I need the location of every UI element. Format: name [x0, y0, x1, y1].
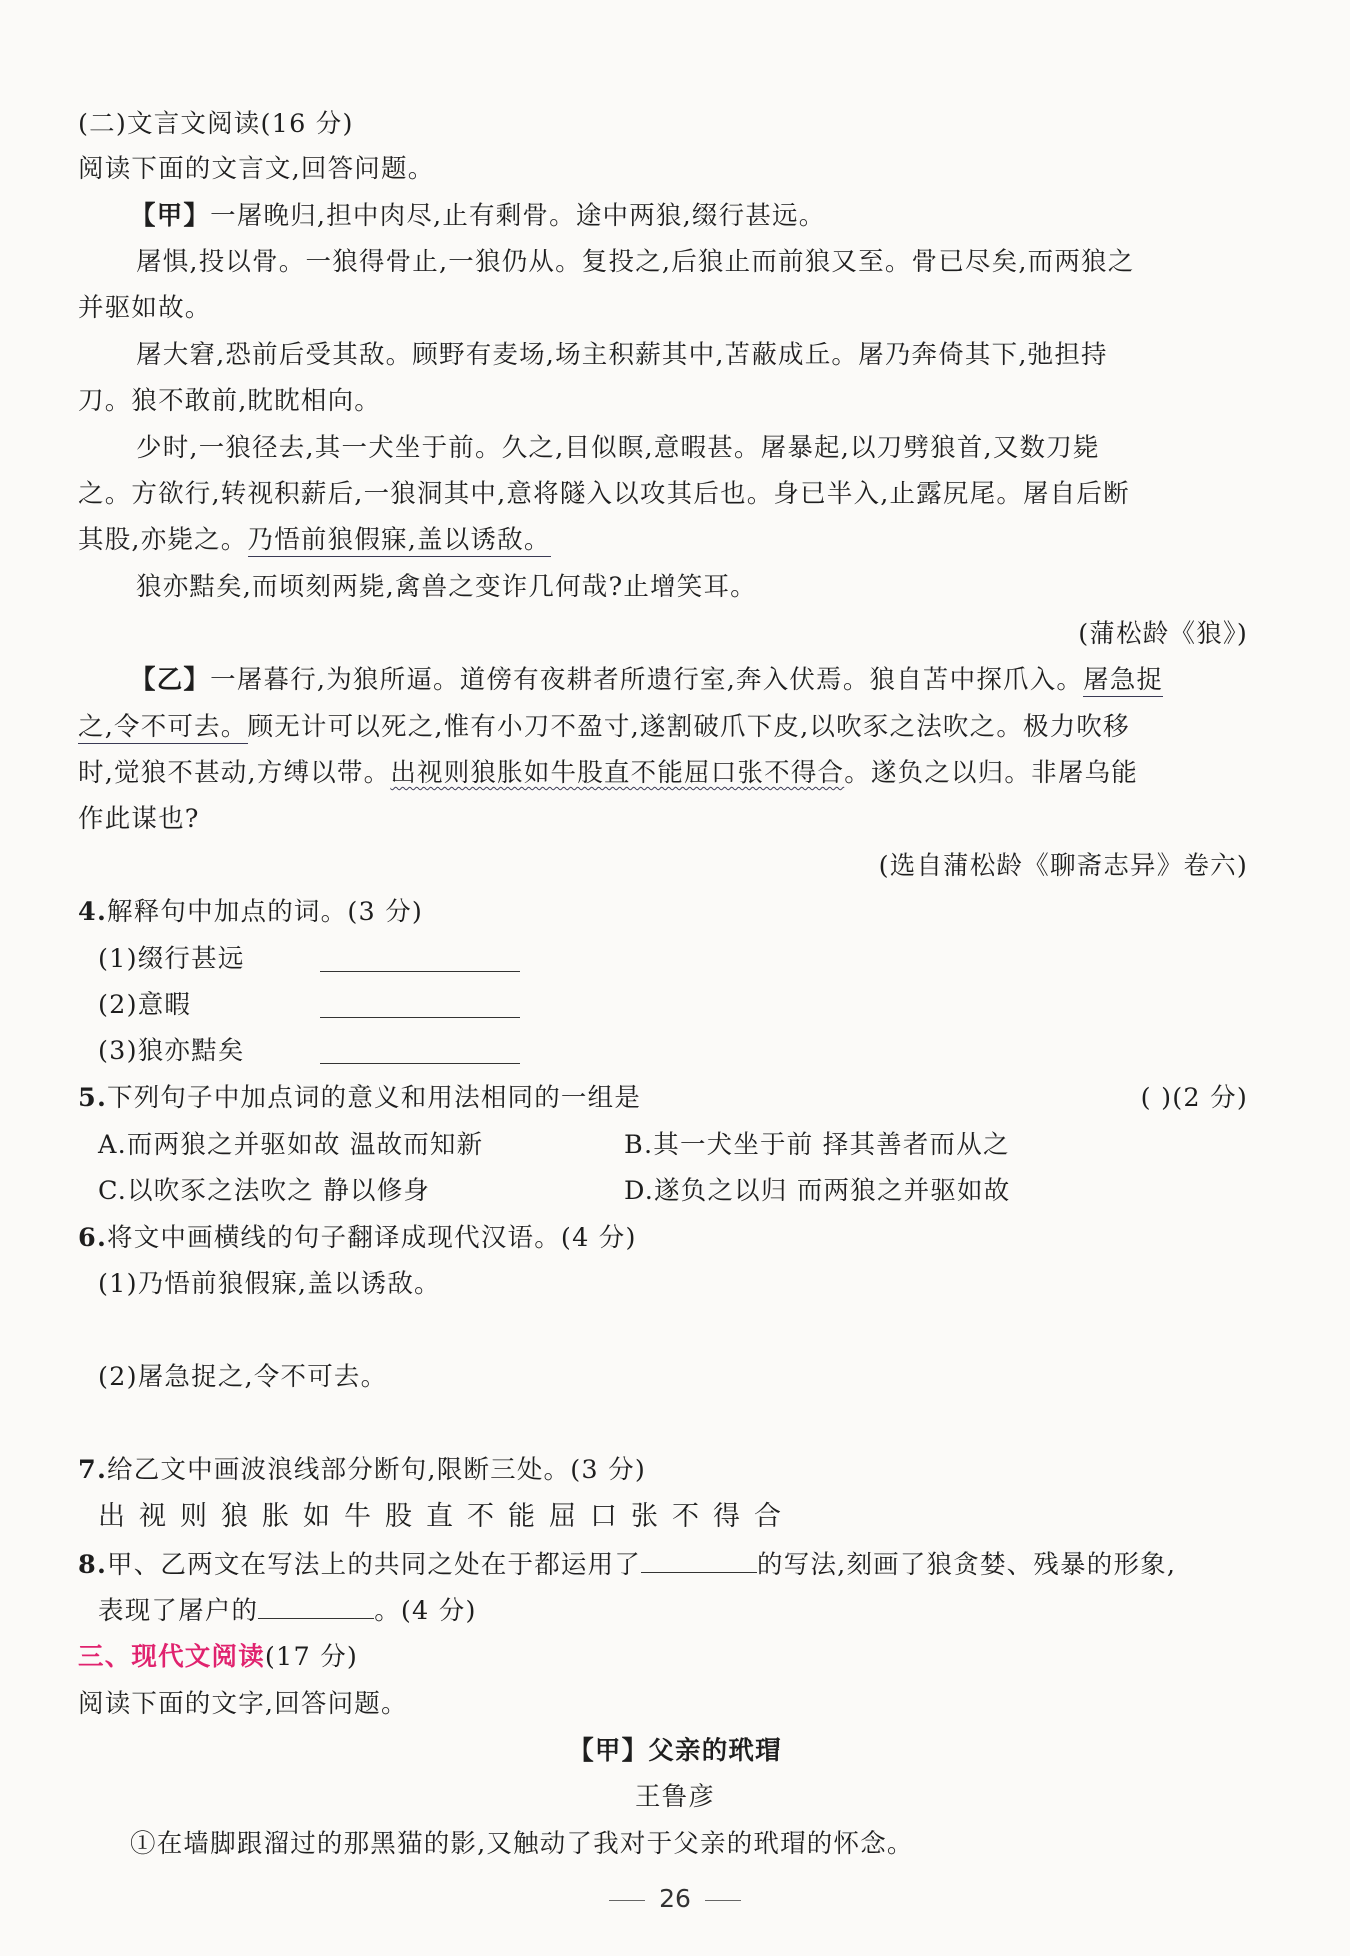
underlined-sentence-2b: 之,令不可去。 — [78, 712, 248, 742]
answer-blank[interactable] — [320, 1035, 520, 1064]
q7-sentence: 出视则狼胀如牛股直不能屈口张不得合 — [98, 1501, 795, 1532]
q6-sentence-1: (1)乃悟前狼假寐,盖以诱敌。 — [98, 1269, 441, 1299]
jia-paragraph-1 — [130, 196, 1242, 236]
q6-sentence-2: (2)屠急捉之,令不可去。 — [98, 1362, 388, 1392]
yi-tag: 【乙】 — [130, 665, 211, 695]
q8-text-c: 表现了屠户的 — [98, 1596, 259, 1626]
question-8-cont — [98, 1590, 1268, 1631]
jia-paragraph-4b: 之。方欲行,转视积薪后,一狼洞其中,意将隧入以攻其后也。身已半入,止露尻尾。屠自后断 — [78, 479, 1130, 509]
jia-source: (蒲松龄《狼》) — [1078, 619, 1248, 649]
answer-blank[interactable] — [320, 989, 520, 1018]
article-author: 王鲁彦 — [634, 1782, 716, 1812]
q4-item-3-text: (3)狼亦黠矣 — [98, 1036, 245, 1066]
jia-paragraph-2b: 并驱如故。 — [78, 293, 212, 323]
page-number-dash-right — [705, 1900, 741, 1901]
jia-paragraph-4c — [78, 520, 1248, 560]
section2-instruction: 阅读下面的文言文,回答问题。 — [78, 154, 435, 184]
q4-item-1-text: (1)缀行甚远 — [98, 944, 245, 974]
underlined-sentence-2a: 屠急捉 — [1083, 665, 1164, 695]
q8-text-d: 。(4 分) — [374, 1596, 477, 1626]
jia-tag: 【甲】 — [130, 201, 211, 231]
q5-option-a[interactable]: A.而两狼之并驱如故 温故而知新 — [98, 1130, 484, 1160]
answer-blank[interactable] — [320, 943, 520, 972]
q6-text: 将文中画横线的句子翻译成现代汉语。(4 分) — [107, 1223, 637, 1253]
underlined-sentence-1: 乃悟前狼假寐,盖以诱敌。 — [247, 525, 551, 555]
section3-title: 三、现代文阅读 — [78, 1642, 265, 1672]
yi-line-3 — [78, 753, 1248, 793]
jia-p4c-text: 其股,亦毙之。 — [78, 525, 248, 555]
q4-text: 解释句中加点的词。(3 分) — [107, 897, 424, 927]
question-4 — [78, 892, 1248, 932]
section2-heading: (二)文言文阅读(16 分) — [78, 109, 354, 139]
q8-text-b: 的写法,刻画了狼贪婪、残暴的形象, — [757, 1550, 1177, 1580]
section3-heading — [78, 1637, 1248, 1677]
q4-item-3 — [98, 1031, 1268, 1071]
yi-l1-text: 一屠暮行,为狼所逼。道傍有夜耕者所遗行室,奔入伏焉。狼自苫中探爪入。 — [210, 665, 1084, 695]
answer-blank[interactable] — [641, 1544, 757, 1573]
section3-score: (17 分) — [264, 1642, 359, 1672]
article-paragraph-1: ①在墙脚跟溜过的那黑猫的影,又触动了我对于父亲的玳瑁的怀念。 — [130, 1829, 914, 1859]
yi-line-2 — [78, 707, 1248, 747]
yi-line-4: 作此谋也? — [78, 804, 200, 834]
q5-option-d[interactable]: D.遂负之以归 而两狼之并驱如故 — [624, 1176, 1011, 1206]
jia-paragraph-4a: 少时,一狼径去,其一犬坐于前。久之,目似瞑,意暇甚。屠暴起,以刀劈狼首,又数刀毙 — [136, 433, 1100, 463]
yi-l3-post: 。遂负之以归。非屠乌能 — [844, 758, 1138, 788]
page-number-text: 26 — [659, 1884, 691, 1913]
jia-p1-text: 一屠晚归,担中肉尽,止有剩骨。途中两狼,缀行甚远。 — [210, 201, 826, 231]
q5-number: 5. — [78, 1083, 108, 1113]
question-8 — [78, 1544, 1248, 1585]
q5-text: 下列句子中加点词的意义和用法相同的一组是 — [107, 1083, 642, 1113]
q4-item-2-text: (2)意暇 — [98, 990, 192, 1020]
yi-source: (选自蒲松龄《聊斋志异》卷六) — [878, 851, 1248, 881]
jia-paragraph-3a: 屠大窘,恐前后受其敌。顾野有麦场,场主积薪其中,苫蔽成丘。屠乃奔倚其下,弛担持 — [136, 340, 1108, 370]
q5-option-b[interactable]: B.其一犬坐于前 择其善者而从之 — [624, 1130, 1010, 1160]
yi-l2-text: 顾无计可以死之,惟有小刀不盈寸,遂割破爪下皮,以吹豕之法吹之。极力吹移 — [247, 712, 1130, 742]
jia-paragraph-3b: 刀。狼不敢前,眈眈相向。 — [78, 386, 382, 416]
wavy-line-sentence: 出视则狼胀如牛股直不能屈口张不得合 — [390, 758, 845, 788]
article-title: 【甲】父亲的玳瑁 — [568, 1736, 782, 1766]
q5-option-c[interactable]: C.以吹豕之法吹之 静以修身 — [98, 1176, 431, 1206]
jia-paragraph-5: 狼亦黠矣,而顷刻两毙,禽兽之变诈几何哉?止增笑耳。 — [136, 572, 757, 602]
section3-instruction: 阅读下面的文字,回答问题。 — [78, 1689, 408, 1719]
q4-item-1 — [98, 939, 1268, 979]
page-number-dash-left — [609, 1900, 645, 1901]
answer-blank[interactable] — [258, 1590, 374, 1619]
q4-number: 4. — [78, 897, 108, 927]
jia-paragraph-2a: 屠惧,投以骨。一狼得骨止,一狼仍从。复投之,后狼止而前狼又至。骨已尽矣,而两狼之 — [136, 247, 1135, 277]
q6-number: 6. — [78, 1223, 108, 1253]
q7-number: 7. — [78, 1455, 108, 1485]
q5-score: ( )(2 分) — [1140, 1083, 1248, 1113]
q7-text: 给乙文中画波浪线部分断句,限断三处。(3 分) — [107, 1455, 646, 1485]
q8-text-a: 甲、乙两文在写法上的共同之处在于都运用了 — [107, 1550, 642, 1580]
q4-item-2 — [98, 985, 1268, 1025]
question-7 — [78, 1450, 1248, 1490]
yi-line-1 — [130, 660, 1242, 700]
q8-number: 8. — [78, 1550, 108, 1580]
yi-l3-text: 时,觉狼不甚动,方缚以带。 — [78, 758, 391, 788]
page-number — [0, 1884, 1350, 1913]
question-6 — [78, 1218, 1248, 1258]
